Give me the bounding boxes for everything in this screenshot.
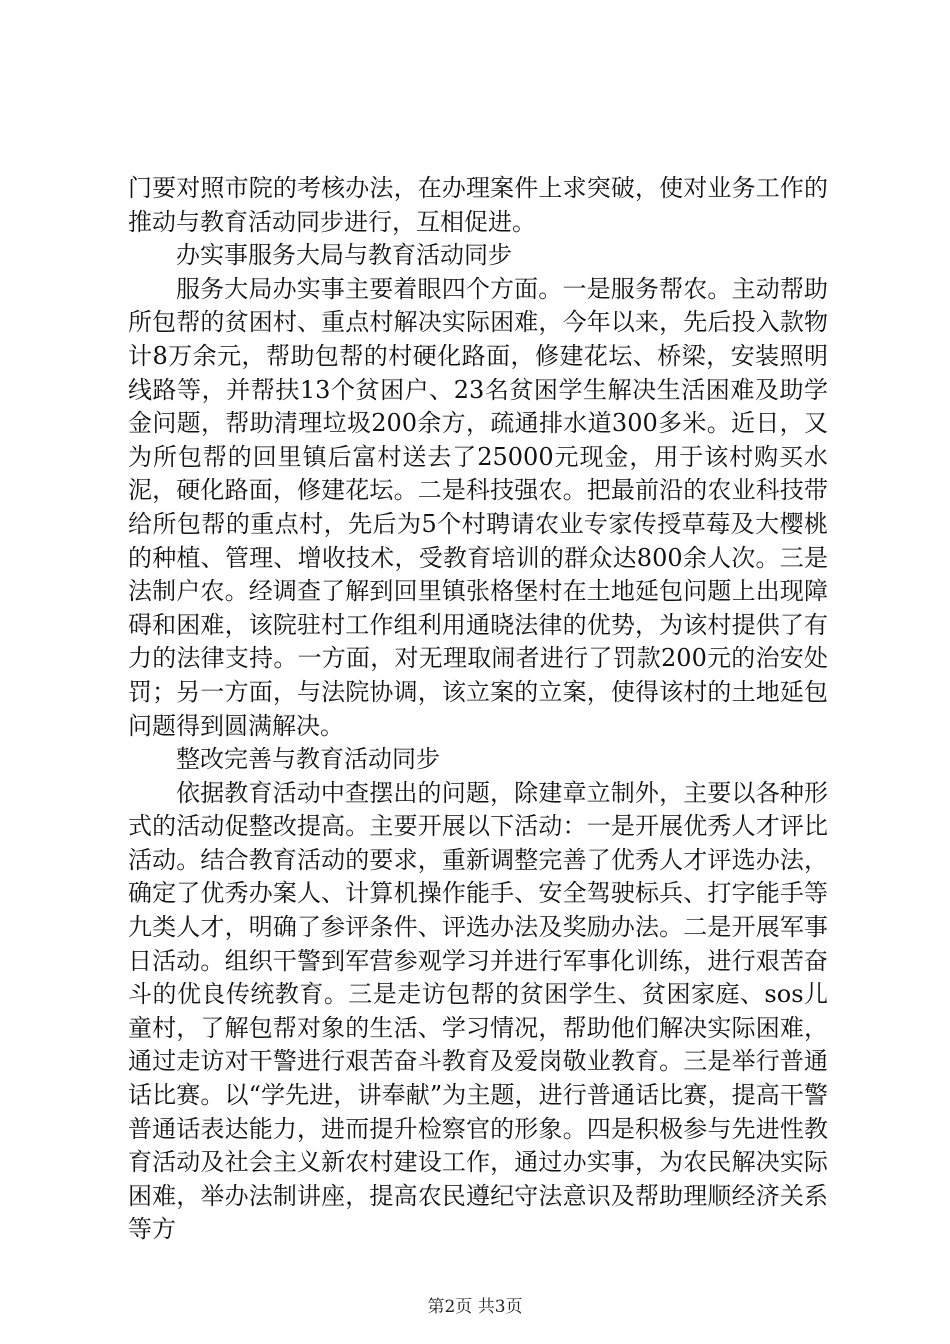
document-body [128, 172, 828, 1247]
section-heading-rectification: 整改完善与教育活动同步 [176, 745, 440, 774]
section-heading-practical-service: 办实事服务大局与教育活动同步 [176, 241, 512, 270]
page-number-footer: 第2页 共3页 [427, 1297, 523, 1317]
paragraph-practical-service: 服务大局办实事主要着眼四个方面。一是服务帮农。主动帮助所包帮的贫困村、重点村解决实际困难，今年以来，先后投入款物计8万余元，帮助包帮的村硬化路面，修建花坛、桥梁，安装照明线路等，并帮扶13个贫困户、23名贫困学生解决生活困难及助学金问题，帮助清理垃圾200余方，疏通排水道300多米。近日，又为所包帮的回里镇后富村送去了25000元现金，用于该村购买水泥，硬化路面，修建花坛。二是科技强农。把最前沿的农业科技带给所包帮的重点村，先后为5个村聘请农业专家传授草莓及大樱桃的种植、管理、增收技术，受教育培训的群众达800余人次。三是法制户农。经调查了解到回里镇张格堡村在土地延包问题上出现障碍和困难，该院驻村工作组利用通晓法律的优势，为该村提供了有力的法律支持。一方面，对无理取闹者进行了罚款200元的治安处罚；另一方面，与法院协调，该立案的立案，使得该村的土地延包问题得到圆满解决。 [128, 274, 828, 740]
paragraph-rectification: 依据教育活动中查摆出的问题，除建章立制外，主要以各种形式的活动促整改提高。主要开展以下活动：一是开展优秀人才评比活动。结合教育活动的要求，重新调整完善了优秀人才评选办法，确定了优秀办案人、计算机操作能手、安全驾驶标兵、打字能手等九类人才，明确了参评条件、评选办法及奖励办法。二是开展军事日活动。组织干警到军营参观学习并进行军事化训练，进行艰苦奋斗的优良传统教育。三是走访包帮的贫困学生、贫困家庭、sos儿童村，了解包帮对象的生活、学习情况，帮助他们解决实际困难，通过走访对干警进行艰苦奋斗教育及爱岗敬业教育。三是举行普通话比赛。以“学先进，讲奉献”为主题，进行普通话比赛，提高干警普通话表达能力，进而提升检察官的形象。四是积极参与先进性教育活动及社会主义新农村建设工作，通过办实事，为农民解决实际困难，举办法制讲座，提高农民遵纪守法意识及帮助理顺经济关系等方 [128, 778, 828, 1244]
paragraph-continuation: 门要对照市院的考核办法，在办理案件上求突破，使对业务工作的推动与教育活动同步进行，互相促进。 [128, 174, 828, 236]
